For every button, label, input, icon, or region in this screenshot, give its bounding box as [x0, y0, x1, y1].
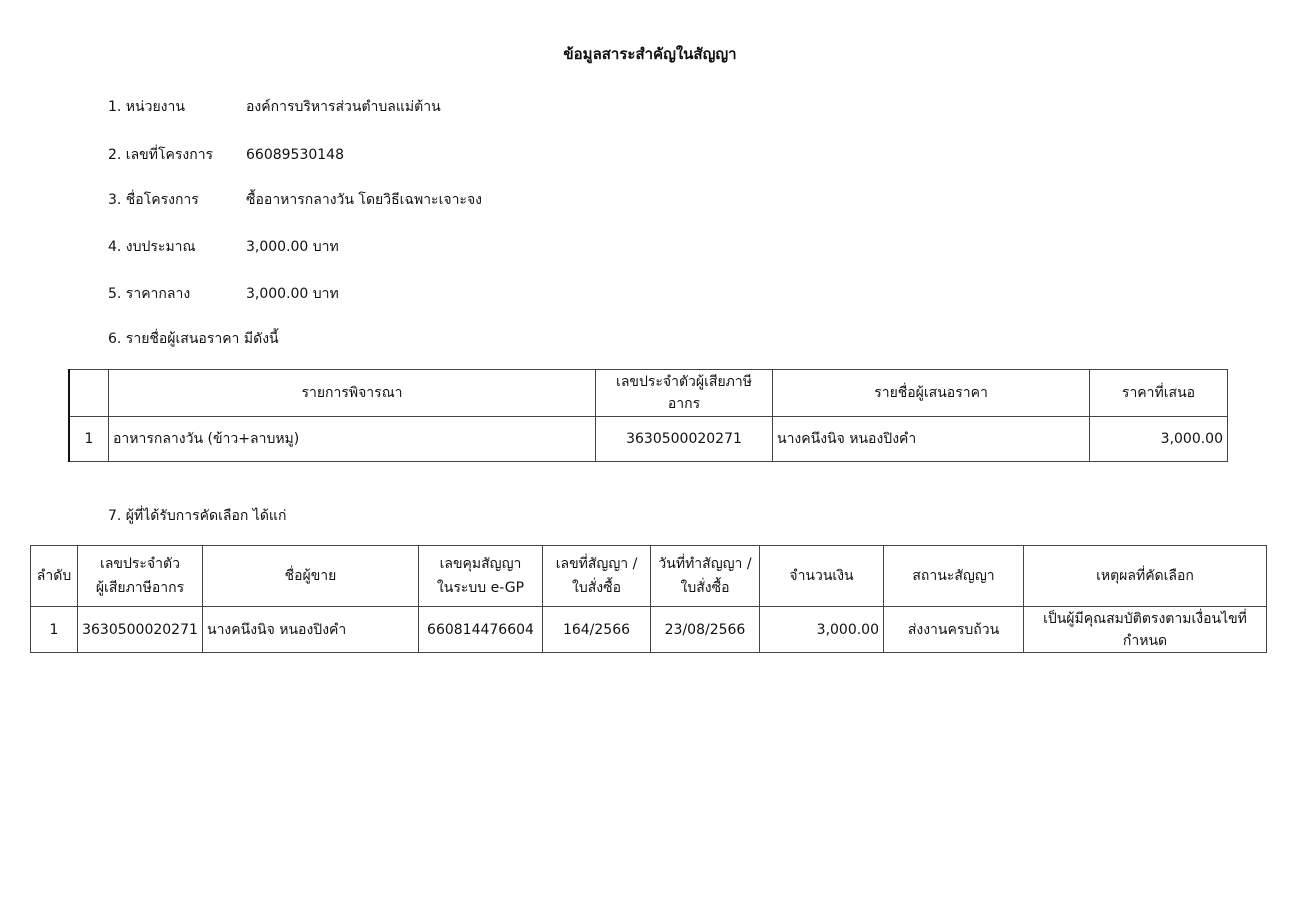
header-cell-order: ลำดับ [31, 546, 78, 607]
cell-tax-id: 3630500020271 [78, 607, 203, 653]
cell-tax-id: 3630500020271 [596, 417, 773, 462]
header-cell-tax-id: เลขประจำตัวผู้เสียภาษีอากร [596, 370, 773, 417]
cell-selection-reason: เป็นผู้มีคุณสมบัติตรงตามเงื่อนไขที่กำหนด [1024, 607, 1267, 653]
selected-vendor-table [30, 545, 1267, 653]
info-value: องค์การบริหารส่วนตำบลแม่ต้าน [246, 99, 441, 115]
bidders-table [68, 369, 1228, 462]
cell-amount: 3,000.00 [760, 607, 884, 653]
table-header-row [69, 370, 1228, 417]
info-row-project-name [108, 189, 482, 211]
info-value: 3,000.00 บาท [246, 286, 339, 302]
header-cell-selection-reason: เหตุผลที่คัดเลือก [1024, 546, 1267, 607]
page-title: ข้อมูลสาระสำคัญในสัญญา [563, 45, 737, 63]
cell-contract-no: 164/2566 [543, 607, 651, 653]
header-cell-index [69, 370, 109, 417]
header-cell-contract-no: เลขที่สัญญา / ใบสั่งซื้อ [543, 546, 651, 607]
cell-order: 1 [31, 607, 78, 653]
cell-egp-contract-no: 660814476604 [419, 607, 543, 653]
cell-contract-date: 23/08/2566 [651, 607, 760, 653]
header-cell-tax-id: เลขประจำตัว ผู้เสียภาษีอากร [78, 546, 203, 607]
info-value: 3,000.00 บาท [246, 239, 339, 255]
info-label: 5. ราคากลาง [108, 286, 191, 302]
header-cell-item: รายการพิจารณา [109, 370, 596, 417]
info-row-agency [108, 96, 441, 118]
info-label: 2. เลขที่โครงการ [108, 147, 214, 163]
info-value: ซื้ออาหารกลางวัน โดยวิธีเฉพาะเจาะจง [246, 192, 482, 208]
cell-bidder-name: นางคนึงนิจ หนองปิงคำ [773, 417, 1090, 462]
info-row-project-number [108, 144, 344, 166]
header-cell-bidder-name: รายชื่อผู้เสนอราคา [773, 370, 1090, 417]
section6-heading: 6. รายชื่อผู้เสนอราคา มีดังนี้ [108, 331, 279, 347]
cell-bid-price: 3,000.00 [1090, 417, 1228, 462]
section7-heading: 7. ผู้ที่ได้รับการคัดเลือก ได้แก่ [108, 508, 287, 524]
header-cell-contract-date: วันที่ทำสัญญา / ใบสั่งซื้อ [651, 546, 760, 607]
table-row [31, 607, 1267, 653]
cell-item: อาหารกลางวัน (ข้าว+ลาบหมู) [109, 417, 596, 462]
cell-vendor-name: นางคนึงนิจ หนองปิงคำ [203, 607, 419, 653]
info-label: 1. หน่วยงาน [108, 99, 185, 115]
header-cell-contract-status: สถานะสัญญา [884, 546, 1024, 607]
info-row-budget [108, 236, 339, 258]
info-label: 4. งบประมาณ [108, 239, 196, 255]
table-header-row [31, 546, 1267, 607]
info-value: 66089530148 [246, 147, 344, 163]
info-row-median-price [108, 283, 339, 305]
header-cell-amount: จำนวนเงิน [760, 546, 884, 607]
table-row [69, 417, 1228, 462]
info-label: 3. ชื่อโครงการ [108, 192, 199, 208]
cell-index: 1 [69, 417, 109, 462]
header-cell-vendor-name: ชื่อผู้ขาย [203, 546, 419, 607]
header-cell-egp-contract-no: เลขคุมสัญญา ในระบบ e-GP [419, 546, 543, 607]
header-cell-bid-price: ราคาที่เสนอ [1090, 370, 1228, 417]
cell-contract-status: ส่งงานครบถ้วน [884, 607, 1024, 653]
